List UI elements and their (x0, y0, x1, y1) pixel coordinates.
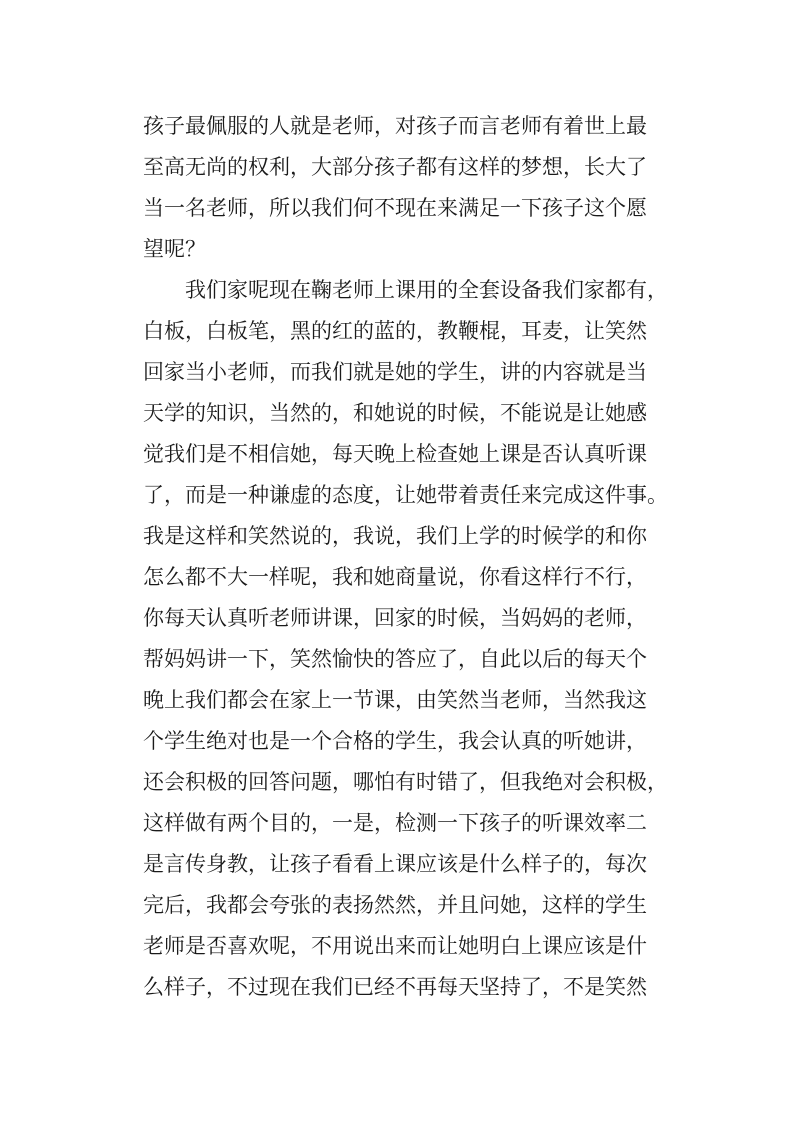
text-line: 这样做有两个目的，一是，检测一下孩子的听课效率二 (143, 811, 647, 835)
text-line: 还会积极的回答问题，哪怕有时错了，但我绝对会积极， (143, 770, 668, 794)
body-text (143, 106, 683, 1008)
text-line: 我们家呢现在鞠老师上课用的全套设备我们家都有， (185, 278, 668, 302)
text-line: 至高无尚的权利，大部分孩子都有这样的梦想，长大了 (143, 155, 647, 179)
text-line: 了，而是一种谦虚的态度，让她带着责任来完成这件事。 (143, 483, 668, 507)
text-line: 你每天认真听老师讲课，回家的时候，当妈妈的老师， (143, 606, 647, 630)
text-line: 当一名老师，所以我们何不现在来满足一下孩子这个愿 (143, 196, 647, 220)
text-line: 晚上我们都会在家上一节课，由笑然当老师，当然我这 (143, 688, 647, 712)
text-line: 完后，我都会夸张的表扬然然，并且问她，这样的学生 (143, 893, 647, 917)
text-line: 么样子，不过现在我们已经不再每天坚持了，不是笑然 (143, 975, 647, 999)
text-line: 个学生绝对也是一个合格的学生，我会认真的听她讲， (143, 729, 647, 753)
text-line: 望呢？ (143, 237, 206, 261)
text-line: 帮妈妈讲一下，笑然愉快的答应了，自此以后的每天个 (143, 647, 647, 671)
text-line: 回家当小老师，而我们就是她的学生，讲的内容就是当 (143, 360, 647, 384)
text-line: 孩子最佩服的人就是老师，对孩子而言老师有着世上最 (143, 114, 647, 138)
text-line: 我是这样和笑然说的，我说，我们上学的时候学的和你 (143, 524, 647, 548)
text-line: 白板，白板笔，黑的红的蓝的，教鞭棍，耳麦，让笑然 (143, 319, 647, 343)
text-line: 怎么都不大一样呢，我和她商量说，你看这样行不行， (143, 565, 647, 589)
text-line: 是言传身教，让孩子看看上课应该是什么样子的，每次 (143, 852, 647, 876)
text-line: 老师是否喜欢呢，不用说出来而让她明白上课应该是什 (143, 934, 647, 958)
text-line: 觉我们是不相信她，每天晚上检查她上课是否认真听课 (143, 442, 647, 466)
text-line: 天学的知识，当然的，和她说的时候，不能说是让她感 (143, 401, 647, 425)
